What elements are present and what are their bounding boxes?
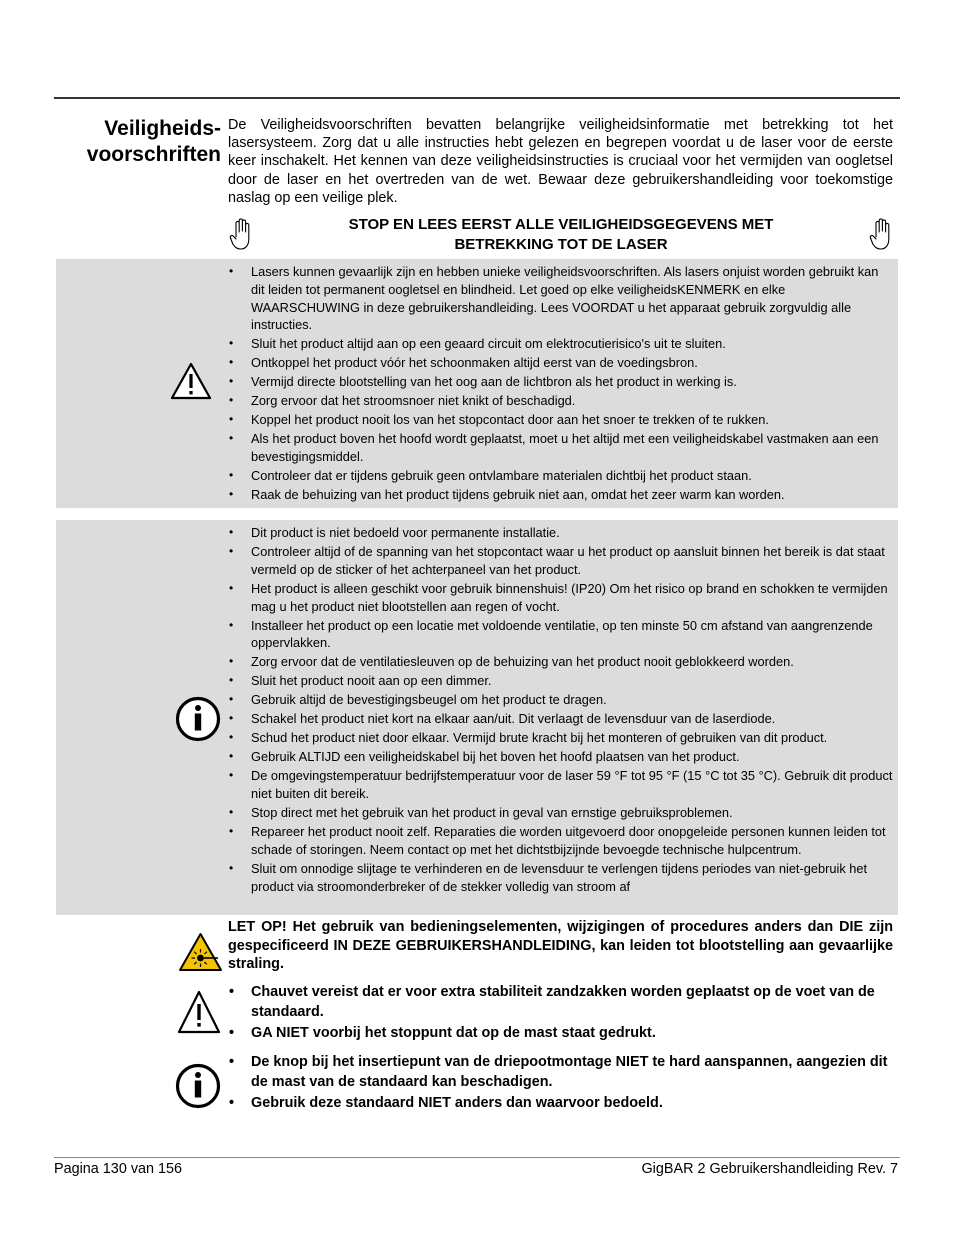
list-item: • Stop direct met het gebruik van het product in geval van ernstige gebruiksproblemen. — [228, 804, 893, 822]
list-item: • Sluit het product nooit aan op een dimmer. — [228, 672, 893, 690]
stop-notice — [268, 215, 854, 254]
list-item: • Schakel het product niet kort na elkaar aan/uit. Dit verlaagt de levensduur van de laserdiode. — [228, 710, 893, 728]
footer-divider — [54, 1157, 900, 1158]
info-list — [228, 524, 893, 897]
list-item: • Het product is alleen geschikt voor gebruik binnenshuis! (IP20) Om het risico op brand en schokken te vermijden mag u het product niet blootstellen aan regen of vocht. — [228, 580, 893, 616]
list-item: • Vermijd directe blootstelling van het oog aan de lichtbron als het product in werking is. — [228, 373, 893, 391]
stop-notice-line1: STOP EN LEES EERST ALLE VEILIGHEIDSGEGEVENS MET — [348, 216, 774, 233]
stop-hand-icon — [869, 217, 895, 251]
list-item: • De omgevingstemperatuur bedrijfstemperatuur voor de laser 59 °F tot 95 °F (15 °C tot 35 °C). Gebruik dit product niet buiten dit bereik. — [228, 767, 893, 803]
stand-warning-list — [228, 983, 893, 1045]
laser-hazard-icon — [178, 932, 223, 972]
intro-paragraph: De Veiligheidsvoorschriften bevatten belangrijke veiligheidsinformatie met betrekking tot het lasersysteem. Zorg dat u alle instructies hebt gelezen en begrepen voordat u de laser voor de eerste keer inschakelt. Het kennen van deze veiligheidsinstructies is cruciaal voor het vermijden van oogletsel door de laser en het overtreden van de wet. Bewaar deze gebruikershandleiding voor toekomstige naslag op een veilige plek. — [228, 117, 893, 206]
list-item: • Schud het product niet door elkaar. Vermijd brute kracht bij het monteren of gebruiken van dit product. — [228, 729, 893, 747]
document-title: GigBAR 2 Gebruikershandleiding Rev. 7 — [641, 1161, 898, 1177]
list-item: • Lasers kunnen gevaarlijk zijn en hebben unieke veiligheidsvoorschriften. Als lasers onjuist worden gebruikt kan dit leiden tot permanent oogletsel en blindheid. Let goed op elke veiligheidsKENMERK en elke WAARSCHUWING in deze gebruikershandleiding. Lees VOORDAT u het apparaat gebruik zorgvuldig alle instructies. — [228, 263, 893, 334]
warning-triangle-icon — [177, 990, 221, 1034]
list-item: • Gebruik deze standaard NIET anders dan waarvoor bedoeld. — [228, 1094, 893, 1114]
list-item: • Raak de behuizing van het product tijdens gebruik niet aan, omdat het zeer warm kan worden. — [228, 486, 893, 504]
stop-hand-icon — [229, 217, 255, 251]
list-item: • Koppel het product nooit los van het stopcontact door aan het snoer te trekken of te rukken. — [228, 411, 893, 429]
laser-notice-text: LET OP! Het gebruik van bedieningselementen, wijzigingen of procedures anders dan DIE zijn gespecificeerd IN DEZE GEBRUIKERSHANDLEIDING, kan leiden tot blootstelling aan gevaarlijke straling. — [228, 919, 893, 972]
list-item: • Zorg ervoor dat de ventilatiesleuven op de behuizing van het product nooit geblokkeerd worden. — [228, 653, 893, 671]
list-item: • Controleer dat er tijdens gebruik geen ontvlambare materialen dichtbij het product staan. — [228, 467, 893, 485]
list-item: • Gebruik altijd de bevestigingsbeugel om het product te dragen. — [228, 691, 893, 709]
list-item: • Dit product is niet bedoeld voor permanente installatie. — [228, 524, 893, 542]
list-item: • Zorg ervoor dat het stroomsnoer niet knikt of beschadigd. — [228, 392, 893, 410]
list-item: • Controleer altijd of de spanning van het stopcontact waar u het product op aansluit binnen het bereik is dat staat vermeld op de sticker of het achterpaneel van het product. — [228, 543, 893, 579]
list-item: • Gebruik ALTIJD een veiligheidskabel bij het boven het hoofd plaatsen van het product. — [228, 748, 893, 766]
section-title-line2: voorschriften — [86, 143, 221, 166]
list-item: • Als het product boven het hoofd wordt geplaatst, moet u het altijd met een veiligheidskabel vastmaken aan een bevestigingsmiddel. — [228, 430, 893, 466]
list-item: • Sluit om onnodige slijtage te verhinderen en de levensduur te verlengen tijdens periodes van niet-gebruik het product via stroomonderbreker of de stekker volledig van stroom af — [228, 860, 893, 896]
list-item: • De knop bij het insertiepunt van de driepootmontage NIET te hard aanspannen, aangezien dit de mast van de standaard kan beschadigen. — [228, 1053, 893, 1092]
list-item: • Ontkoppel het product vóór het schoonmaken altijd eerst van de voedingsbron. — [228, 354, 893, 372]
top-divider — [54, 97, 900, 99]
section-title — [54, 116, 221, 168]
warning-list — [228, 263, 893, 505]
list-item: • Sluit het product altijd aan op een geaard circuit om elektrocutierisico's uit te sluiten. — [228, 335, 893, 353]
stop-notice-line2: BETREKKING TOT DE LASER — [454, 235, 668, 253]
list-item: • Repareer het product nooit zelf. Reparaties die worden uitgevoerd door onopgeleide personen kunnen leiden tot schade of storingen. Neem contact op met het dichtstbijzijnde bevoegde technische hulpcentrum. — [228, 823, 893, 859]
warning-triangle-icon — [170, 362, 212, 400]
list-item: • Chauvet vereist dat er voor extra stabiliteit zandzakken worden geplaatst op de voet van de standaard. — [228, 983, 893, 1022]
info-circle-icon — [175, 1063, 221, 1109]
list-item: • GA NIET voorbij het stoppunt dat op de mast staat gedrukt. — [228, 1024, 893, 1044]
list-item: • Installeer het product op een locatie met voldoende ventilatie, op ten minste 50 cm afstand van aangrenzende oppervlakken. — [228, 617, 893, 653]
section-title-line1: Veiligheids- — [104, 117, 221, 140]
stand-info-list — [228, 1053, 893, 1115]
info-circle-icon — [175, 696, 221, 742]
page-number: Pagina 130 van 156 — [54, 1161, 183, 1177]
